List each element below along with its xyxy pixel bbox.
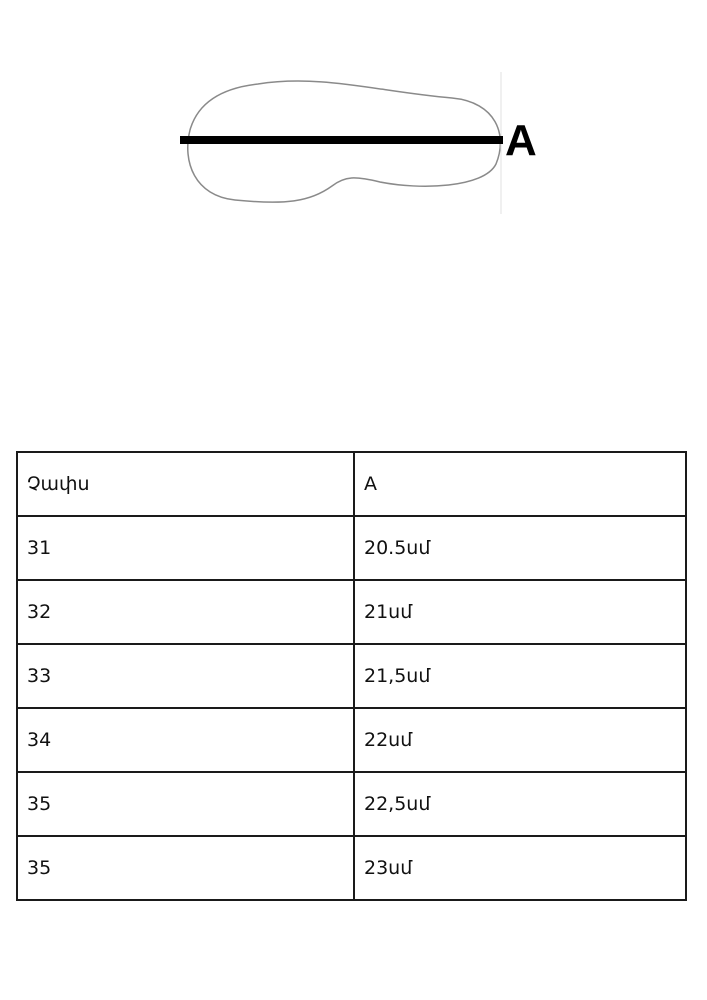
size-cell: 35 bbox=[17, 836, 354, 900]
length-cell: 21սմ bbox=[354, 580, 686, 644]
size-cell: 35 bbox=[17, 772, 354, 836]
header-size: Չափս bbox=[17, 452, 354, 516]
table-header-row bbox=[17, 452, 686, 516]
length-cell: 23սմ bbox=[354, 836, 686, 900]
table-row bbox=[17, 708, 686, 772]
length-cell: 20.5սմ bbox=[354, 516, 686, 580]
length-cell: 22,5սմ bbox=[354, 772, 686, 836]
header-a: A bbox=[354, 452, 686, 516]
size-cell: 33 bbox=[17, 644, 354, 708]
measurement-label-a: A bbox=[505, 116, 537, 165]
table-row bbox=[17, 772, 686, 836]
table-row bbox=[17, 516, 686, 580]
size-cell: 31 bbox=[17, 516, 354, 580]
size-chart-table bbox=[16, 451, 687, 901]
size-cell: 32 bbox=[17, 580, 354, 644]
table-row bbox=[17, 644, 686, 708]
length-cell: 21,5սմ bbox=[354, 644, 686, 708]
table-row bbox=[17, 836, 686, 900]
table-row bbox=[17, 580, 686, 644]
size-cell: 34 bbox=[17, 708, 354, 772]
insole-diagram bbox=[0, 0, 707, 240]
length-cell: 22սմ bbox=[354, 708, 686, 772]
